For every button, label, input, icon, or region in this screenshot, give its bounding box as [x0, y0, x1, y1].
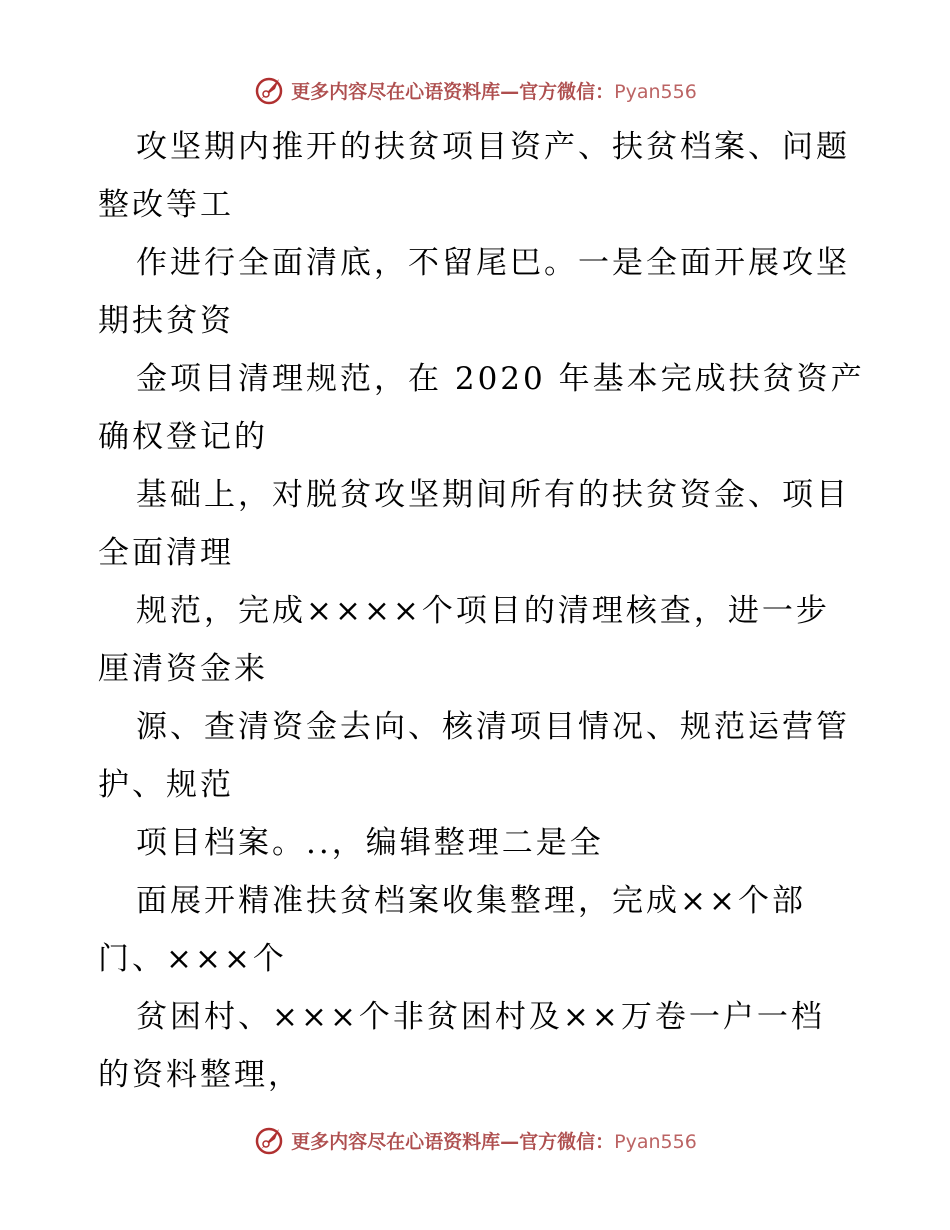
watermark-handle: Pyan556 [614, 80, 697, 103]
text-line: 项目档案。..，编辑整理二是全 [136, 825, 604, 861]
text-line: 金项目清理规范，在 2020 年基本完成扶贫资产 [136, 361, 865, 397]
header-watermark [0, 70, 950, 110]
text-line: 期扶贫资 [98, 303, 234, 339]
text-line: 基础上，对脱贫攻坚期间所有的扶贫资金、项目 [136, 477, 850, 513]
watermark-handle: Pyan556 [614, 1130, 697, 1153]
text-line: 全面清理 [98, 535, 234, 571]
text-line: 整改等工 [98, 187, 234, 223]
text-line: 作进行全面清底，不留尾巴。一是全面开展攻坚 [136, 245, 850, 281]
quill-logo-icon [253, 1123, 287, 1157]
watermark-text [291, 1127, 697, 1154]
text-line: 护、规范 [98, 767, 234, 803]
text-line: 攻坚期内推开的扶贫项目资产、扶贫档案、问题 [136, 129, 850, 165]
text-line: 的资料整理， [98, 1057, 302, 1093]
watermark-label: 更多内容尽在心语资料库—官方微信： [291, 1130, 615, 1153]
text-line: 确权登记的 [98, 419, 268, 455]
text-line: 源、查清资金去向、核清项目情况、规范运营管 [136, 709, 850, 745]
watermark-label: 更多内容尽在心语资料库—官方微信： [291, 80, 615, 103]
text-line: 规范，完成××××个项目的清理核查，进一步 [136, 593, 830, 629]
text-line: 门、×××个 [98, 941, 287, 977]
document-body [98, 118, 865, 1104]
quill-logo-icon [253, 73, 287, 107]
text-line: 厘清资金来 [98, 651, 268, 687]
text-line: 贫困村、×××个非贫困村及××万卷一户一档 [136, 999, 825, 1035]
footer-watermark [0, 1120, 950, 1160]
watermark-text [291, 77, 697, 104]
text-line: 面展开精准扶贫档案收集整理，完成××个部 [136, 883, 806, 919]
